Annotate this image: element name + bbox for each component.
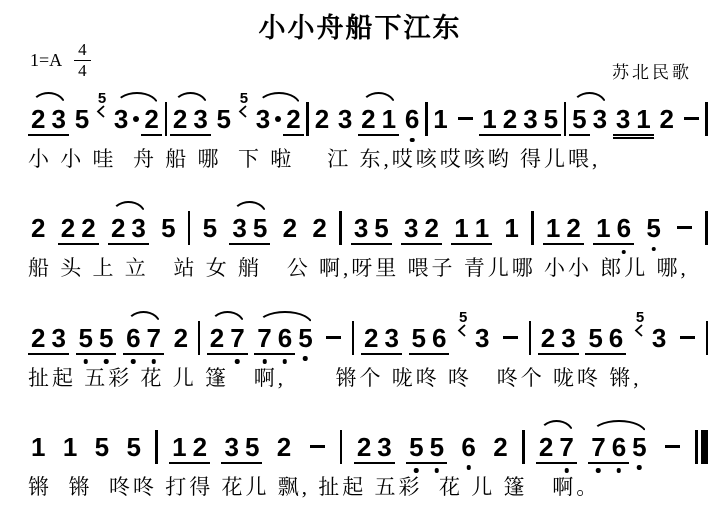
grace-hook-icon — [96, 105, 105, 118]
note-group — [585, 323, 626, 355]
note: 2 — [173, 322, 189, 353]
note: 3 — [48, 323, 68, 355]
music-system — [28, 90, 708, 173]
barline — [706, 321, 709, 355]
note: 3 — [381, 323, 401, 355]
note-group — [280, 213, 300, 243]
note: 5 — [216, 104, 231, 134]
note: 5 — [371, 213, 391, 245]
final-barline-thin — [695, 430, 698, 464]
note: 2 — [282, 213, 298, 244]
note-group — [451, 213, 492, 245]
note-group — [229, 213, 270, 245]
note-group — [401, 213, 442, 245]
dash-duration-mark — [458, 117, 473, 120]
barline — [306, 102, 309, 136]
low-octave-dot — [104, 359, 109, 364]
low-octave-dot — [414, 468, 419, 473]
barline — [339, 211, 342, 245]
note: 2 — [500, 104, 520, 136]
note: 5 — [126, 431, 141, 462]
note-group — [158, 213, 178, 243]
note-group — [274, 432, 294, 462]
note: 5 — [569, 104, 589, 136]
music-line — [28, 309, 708, 355]
note-group — [58, 213, 99, 245]
note-group — [76, 323, 117, 355]
time-signature-denominator: 4 — [78, 60, 87, 80]
note: 2 — [276, 431, 292, 462]
note: 2 — [28, 323, 48, 355]
note-group — [569, 104, 610, 136]
note-group — [456, 308, 492, 353]
note: 2 — [421, 213, 441, 245]
low-octave-dot — [596, 468, 601, 473]
note: 2 — [361, 323, 381, 355]
barline — [340, 430, 343, 464]
music-line — [28, 418, 708, 464]
note: 3 — [113, 104, 129, 134]
note: 3 — [374, 432, 394, 464]
note: 5 — [161, 213, 176, 244]
grace-note — [237, 90, 253, 134]
dash-duration-mark — [326, 336, 341, 339]
note-group — [361, 323, 402, 355]
song-title: 小小舟船下江东 — [258, 13, 462, 43]
note: 2 — [283, 104, 303, 136]
barline — [425, 102, 428, 136]
barline — [705, 102, 708, 136]
note: 3 — [337, 104, 353, 134]
note-group — [312, 104, 332, 134]
note: 5 — [427, 432, 447, 464]
note: 3 — [190, 104, 210, 136]
note: 1 — [479, 104, 499, 136]
note-group — [123, 323, 164, 355]
note: 6 — [123, 323, 143, 355]
note-group — [306, 432, 329, 448]
note-group — [406, 432, 447, 464]
note-group — [92, 432, 112, 462]
note-group — [680, 104, 703, 120]
note-group — [214, 104, 234, 134]
note: 5 — [406, 432, 426, 464]
note: 7 — [556, 432, 576, 464]
note-group — [458, 432, 478, 462]
barline — [705, 211, 708, 245]
note: 2 — [354, 432, 374, 464]
low-octave-dot — [303, 356, 308, 361]
note: 2 — [58, 213, 78, 245]
music-line — [28, 199, 708, 245]
note: 2 — [312, 213, 327, 244]
second-underline — [613, 137, 633, 140]
barline — [522, 430, 525, 464]
note-group — [123, 432, 143, 462]
low-octave-dot — [617, 468, 622, 473]
low-octave-dot — [131, 359, 136, 364]
note-group — [351, 213, 392, 245]
note: 5 — [74, 104, 90, 134]
final-barline — [695, 430, 708, 464]
music-line — [28, 90, 708, 136]
low-octave-dot — [466, 465, 471, 470]
note: 5 — [76, 323, 96, 355]
note-group — [536, 432, 577, 464]
note-group — [673, 213, 696, 229]
note: 5 — [202, 213, 218, 244]
note: 5 — [242, 432, 262, 464]
dash-duration-mark — [665, 445, 680, 448]
note-group — [221, 432, 262, 464]
note-group — [588, 432, 649, 464]
note-group — [254, 323, 315, 355]
note-group — [543, 213, 584, 245]
note: 3 — [592, 104, 608, 134]
note-group — [108, 213, 149, 245]
note: 1 — [543, 213, 563, 245]
key-signature — [30, 40, 91, 80]
note: 2 — [108, 213, 128, 245]
note: 6 — [458, 432, 478, 462]
note-group — [28, 213, 48, 243]
low-octave-dot — [84, 359, 89, 364]
note: 6 — [614, 213, 634, 245]
note: 2 — [78, 213, 98, 245]
note-group — [593, 213, 634, 245]
grace-note-digit: 5 — [635, 308, 645, 326]
note: 2 — [563, 213, 583, 245]
note: 3 — [128, 213, 148, 245]
note: 7 — [254, 323, 274, 355]
note: 6 — [606, 323, 626, 355]
note-group — [454, 104, 477, 120]
music-system — [28, 199, 708, 282]
barline — [165, 102, 168, 136]
note: 2 — [536, 432, 556, 464]
note-group — [171, 323, 191, 353]
note-group — [479, 104, 561, 136]
barline — [564, 102, 567, 136]
note: 2 — [141, 104, 161, 136]
note: 5 — [250, 213, 270, 245]
barline — [188, 211, 191, 245]
note-group — [95, 90, 162, 136]
note-group — [657, 104, 677, 134]
lyrics-line: 扯起 五彩 花 儿 篷 啊, 锵个 咙咚 咚 咚个 咙咚 锵, — [28, 365, 642, 390]
note-group — [430, 104, 450, 134]
note: 1 — [504, 213, 519, 244]
note: 5 — [643, 213, 663, 243]
low-octave-dot — [564, 468, 569, 473]
note: 6 — [275, 323, 295, 355]
note: 7 — [144, 323, 164, 355]
barline — [531, 211, 534, 245]
key-label: 1=A — [30, 49, 63, 70]
time-signature-numerator: 4 — [74, 40, 91, 61]
note-group — [170, 104, 211, 136]
note: 2 — [493, 431, 508, 462]
note-group — [169, 432, 210, 464]
dash-duration-mark — [677, 226, 692, 229]
note: 1 — [169, 432, 189, 464]
credit-label: 苏北民歌 — [612, 63, 692, 82]
note: 1 — [633, 104, 653, 136]
note: 1 — [451, 213, 471, 245]
note: 2 — [659, 104, 674, 134]
low-octave-dot — [235, 359, 240, 364]
note: 3 — [520, 104, 540, 136]
note: 5 — [295, 323, 315, 353]
dash-duration-mark — [503, 336, 518, 339]
note-group — [207, 323, 248, 355]
music-system — [28, 309, 708, 392]
note: 1 — [62, 431, 78, 462]
note: 3 — [255, 104, 271, 134]
note-group — [237, 90, 304, 136]
augmentation-dot — [275, 116, 281, 122]
note: 2 — [538, 323, 558, 355]
low-octave-dot — [410, 138, 415, 143]
note: 7 — [588, 432, 608, 464]
note-group — [60, 432, 80, 462]
dash-duration-mark — [310, 445, 325, 448]
note: 3 — [351, 213, 371, 245]
low-octave-dot — [283, 359, 288, 364]
note: 1 — [593, 213, 613, 245]
low-octave-dot — [262, 359, 267, 364]
note: 1 — [31, 431, 46, 462]
note-group — [676, 323, 699, 339]
low-octave-dot — [152, 359, 157, 364]
note-group — [335, 104, 355, 134]
grace-hook-icon — [238, 105, 247, 118]
note: 1 — [433, 104, 448, 134]
note: 3 — [558, 323, 578, 355]
barline — [529, 321, 532, 355]
grace-hook-icon — [457, 324, 466, 337]
note-group — [501, 213, 521, 243]
music-system — [28, 418, 708, 501]
note: 6 — [429, 323, 449, 355]
note: 5 — [541, 104, 561, 136]
low-octave-dot — [637, 465, 642, 470]
note: 1 — [379, 104, 399, 136]
note: 2 — [31, 213, 46, 244]
grace-note — [456, 308, 472, 353]
final-barline-thick — [701, 430, 708, 464]
note: 5 — [96, 323, 116, 355]
time-signature — [74, 40, 91, 80]
note: 2 — [190, 432, 210, 464]
note: 2 — [207, 323, 227, 355]
note-group — [633, 308, 669, 353]
note-group — [28, 323, 69, 355]
note: 5 — [409, 323, 429, 355]
note: 3 — [401, 213, 421, 245]
grace-hook-icon — [634, 324, 643, 337]
grace-note-digit: 5 — [459, 308, 468, 326]
note-group — [402, 104, 422, 134]
note-group — [499, 323, 522, 339]
note: 2 — [314, 104, 330, 134]
low-octave-dot — [435, 468, 440, 473]
note-group — [28, 432, 48, 462]
dash-duration-mark — [680, 336, 695, 339]
note: 3 — [48, 104, 68, 136]
lyrics-line: 锵 锵 咚咚 打得 花儿 飘, 扯起 五彩 花 儿 篷 啊。 — [28, 474, 601, 499]
note: 5 — [94, 431, 110, 462]
barline — [155, 430, 158, 464]
barline — [198, 321, 201, 355]
note-group — [490, 432, 510, 462]
grace-note-digit: 5 — [239, 90, 249, 107]
note-group — [643, 213, 663, 243]
note-group — [613, 104, 654, 136]
note-group — [72, 104, 92, 134]
note-group — [28, 104, 69, 136]
note-group — [322, 323, 345, 339]
note: 3 — [229, 213, 249, 245]
note: 2 — [358, 104, 378, 136]
lyrics-line: 船 头 上 立 站 女 艄 公 啊,呀里 喂子 青儿哪 小小 郎儿 哪, — [28, 256, 689, 281]
note-group — [538, 323, 579, 355]
note-group — [409, 323, 450, 355]
note: 7 — [227, 323, 247, 355]
grace-note — [95, 90, 111, 134]
note-group — [200, 213, 220, 243]
note: 5 — [629, 432, 649, 462]
music-systems — [28, 90, 708, 527]
note: 3 — [613, 104, 633, 136]
note: 3 — [221, 432, 241, 464]
note: 1 — [472, 213, 492, 245]
second-underline — [633, 137, 653, 140]
note-group — [354, 432, 395, 464]
note-group — [309, 213, 329, 243]
lyrics-line: 小 小 哇 舟 船 哪 下 啦 江 东,哎咳哎咳哟 得儿喂, — [28, 147, 601, 171]
note: 3 — [651, 322, 667, 353]
note: 2 — [28, 104, 48, 136]
grace-note — [633, 308, 649, 353]
note: 6 — [609, 432, 629, 464]
low-octave-dot — [651, 247, 656, 252]
note: 5 — [585, 323, 605, 355]
grace-note-digit: 5 — [97, 90, 107, 107]
note: 3 — [475, 322, 490, 353]
note: 6 — [402, 104, 422, 134]
note: 2 — [170, 104, 190, 136]
dash-duration-mark — [684, 117, 699, 120]
note-group — [358, 104, 399, 136]
note-group — [661, 432, 684, 448]
low-octave-dot — [622, 250, 627, 255]
augmentation-dot — [133, 116, 139, 122]
barline — [352, 321, 355, 355]
